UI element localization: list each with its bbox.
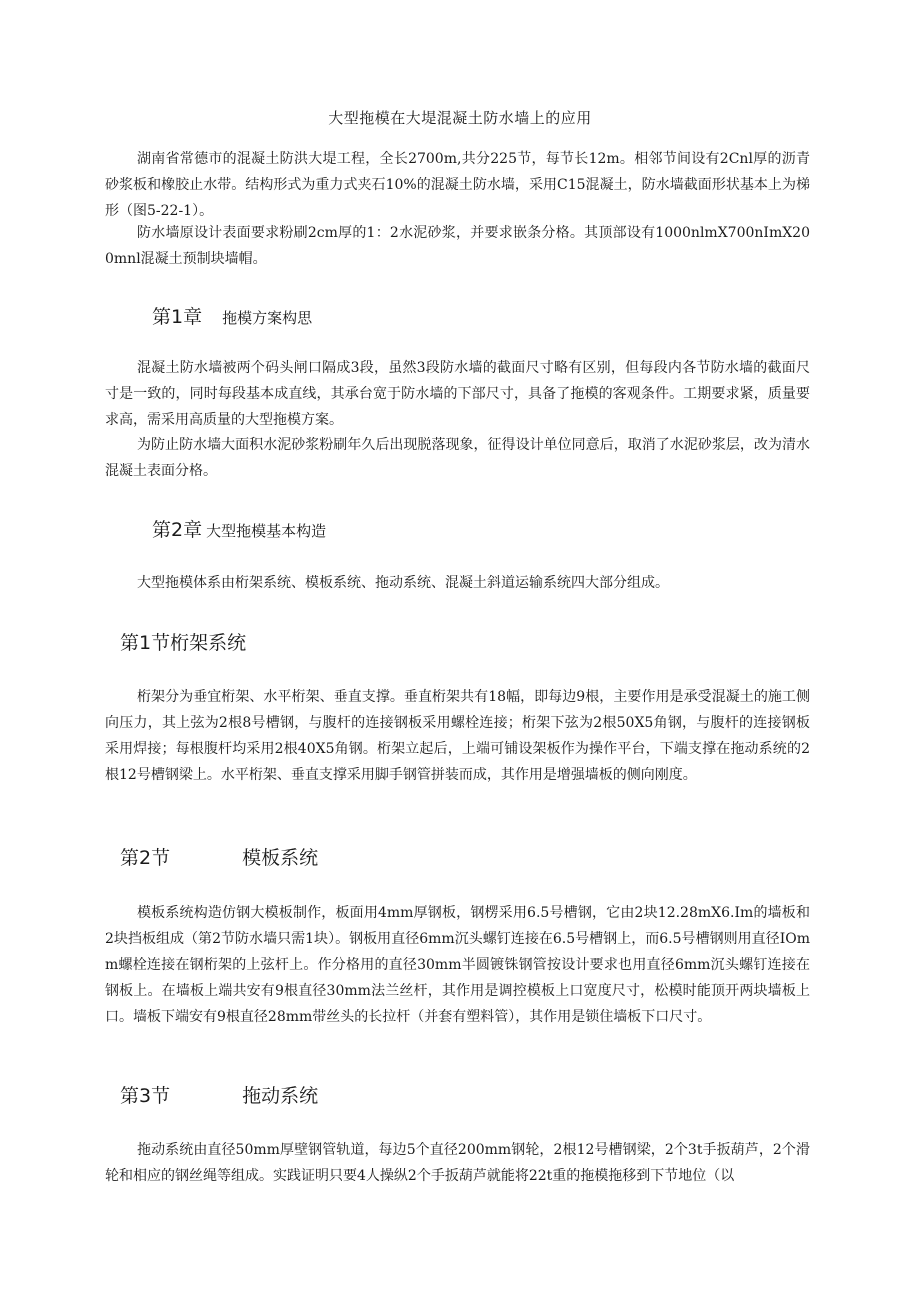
intro-paragraph-2: 防水墙原设计表面要求粉刷2cm厚的1：2水泥砂浆，并要求嵌条分格。其顶部设有1000nlmX700nImX200mnl混凝土预制块墙帽。	[105, 225, 810, 267]
section-1-heading	[120, 628, 246, 655]
section-3-paragraph: 拖动系统由直径50mm厚壁钢管轨道，每边5个直径200mm钢轮，2根12号槽钢梁，2个3t手扳葫芦，2个滑轮和相应的钢丝绳等组成。实践证明只要4人操纵2个手扳葫芦就能将22t重的拖模拖移到下节地位（以	[105, 1142, 810, 1184]
section-1-title: 桁架系统	[170, 632, 247, 654]
section-2-title: 模板系统	[242, 847, 319, 869]
section-2-number: 第2节	[120, 847, 171, 869]
chapter-1-paragraph-1: 混凝土防水墙被两个码头闸口隔成3段，虽然3段防水墙的截面尺寸略有区别，但每段内各节防水墙的截面尺寸是一致的，同时每段基本成直线，其承台宽于防水墙的下部尺寸，具备了拖模的客观条件。工期要求紧，质量要求高，需采用高质量的大型拖模方案。	[105, 360, 810, 428]
chapter-2-number: 第2章	[152, 519, 203, 541]
section-2-heading	[120, 843, 318, 870]
document-title: 大型拖模在大堤混凝土防水墙上的应用	[328, 109, 592, 127]
section-3-number: 第3节	[120, 1085, 171, 1107]
section-1-paragraph: 桁架分为垂宜桁架、水平桁架、垂直支撑。垂直桁架共有18幅，即每边9根，主要作用是承受混凝土的施工侧向压力，其上弦为2根8号槽钢，与腹杆的连接钢板采用螺栓连接；桁架下弦为2根50X5角钢，与腹杆的连接钢板采用焊接；每根腹杆均采用2根40X5角钢。桁架立起后，上端可铺设架板作为操作平台，下端支撑在拖动系统的2根12号槽钢梁上。水平桁架、垂直支撑采用脚手钢管拼装而成，其作用是增强墙板的侧向刚度。	[105, 689, 810, 783]
chapter-2-heading	[152, 515, 326, 542]
chapter-1-title: 拖模方案构思	[222, 309, 313, 327]
intro-paragraph-1: 湖南省常德市的混凝土防洪大堤工程，全长2700m,共分225节，每节长12m。相邻节间设有2Cnl厚的沥青砂浆板和橡胶止水带。结构形式为重力式夹石10%的混凝土防水墙，采用C15混凝土，防水墙截面形状基本上为梯形（图5-22-1）。	[105, 151, 810, 219]
section-3-title: 拖动系统	[242, 1085, 319, 1107]
section-2-paragraph: 模板系统构造仿钢大模板制作，板面用4mm厚钢板，钢楞采用6.5号槽钢，它由2块12.28mX6.Im的墙板和2块挡板组成（第2节防水墙只需1块）。钢板用直径6mm沉头螺钉连接在6.5号槽钢上，而6.5号槽钢则用直径IOmm螺栓连接在钢桁架的上弦杆上。作分格用的直径30mm半圆镀铢钢管按设计要求也用直径6mm沉头螺钉连接在钢板上。在墙板上端共安有9根直径30mm法兰丝杆，其作用是调控模板上口宽度尺寸，松模时能顶开两块墙板上口。墙板下端安有9根直径28mm带丝头的长拉杆（并套有塑料管），其作用是锁住墙板下口尺寸。	[105, 905, 810, 1025]
chapter-2-paragraph: 大型拖模体系由桁架系统、模板系统、拖动系统、混凝土斜道运输系统四大部分组成。	[137, 575, 669, 591]
section-3-heading	[120, 1081, 318, 1108]
chapter-2-title: 大型拖模基本构造	[206, 522, 327, 540]
chapter-1-heading	[152, 302, 312, 329]
chapter-1-number: 第1章	[152, 306, 203, 328]
chapter-1-paragraph-2: 为防止防水墙大面积水泥砂浆粉刷年久后出现脱落现象，征得设计单位同意后，取消了水泥砂浆层，改为清水混凝土表面分格。	[105, 437, 810, 479]
section-1-number: 第1节	[120, 632, 171, 654]
